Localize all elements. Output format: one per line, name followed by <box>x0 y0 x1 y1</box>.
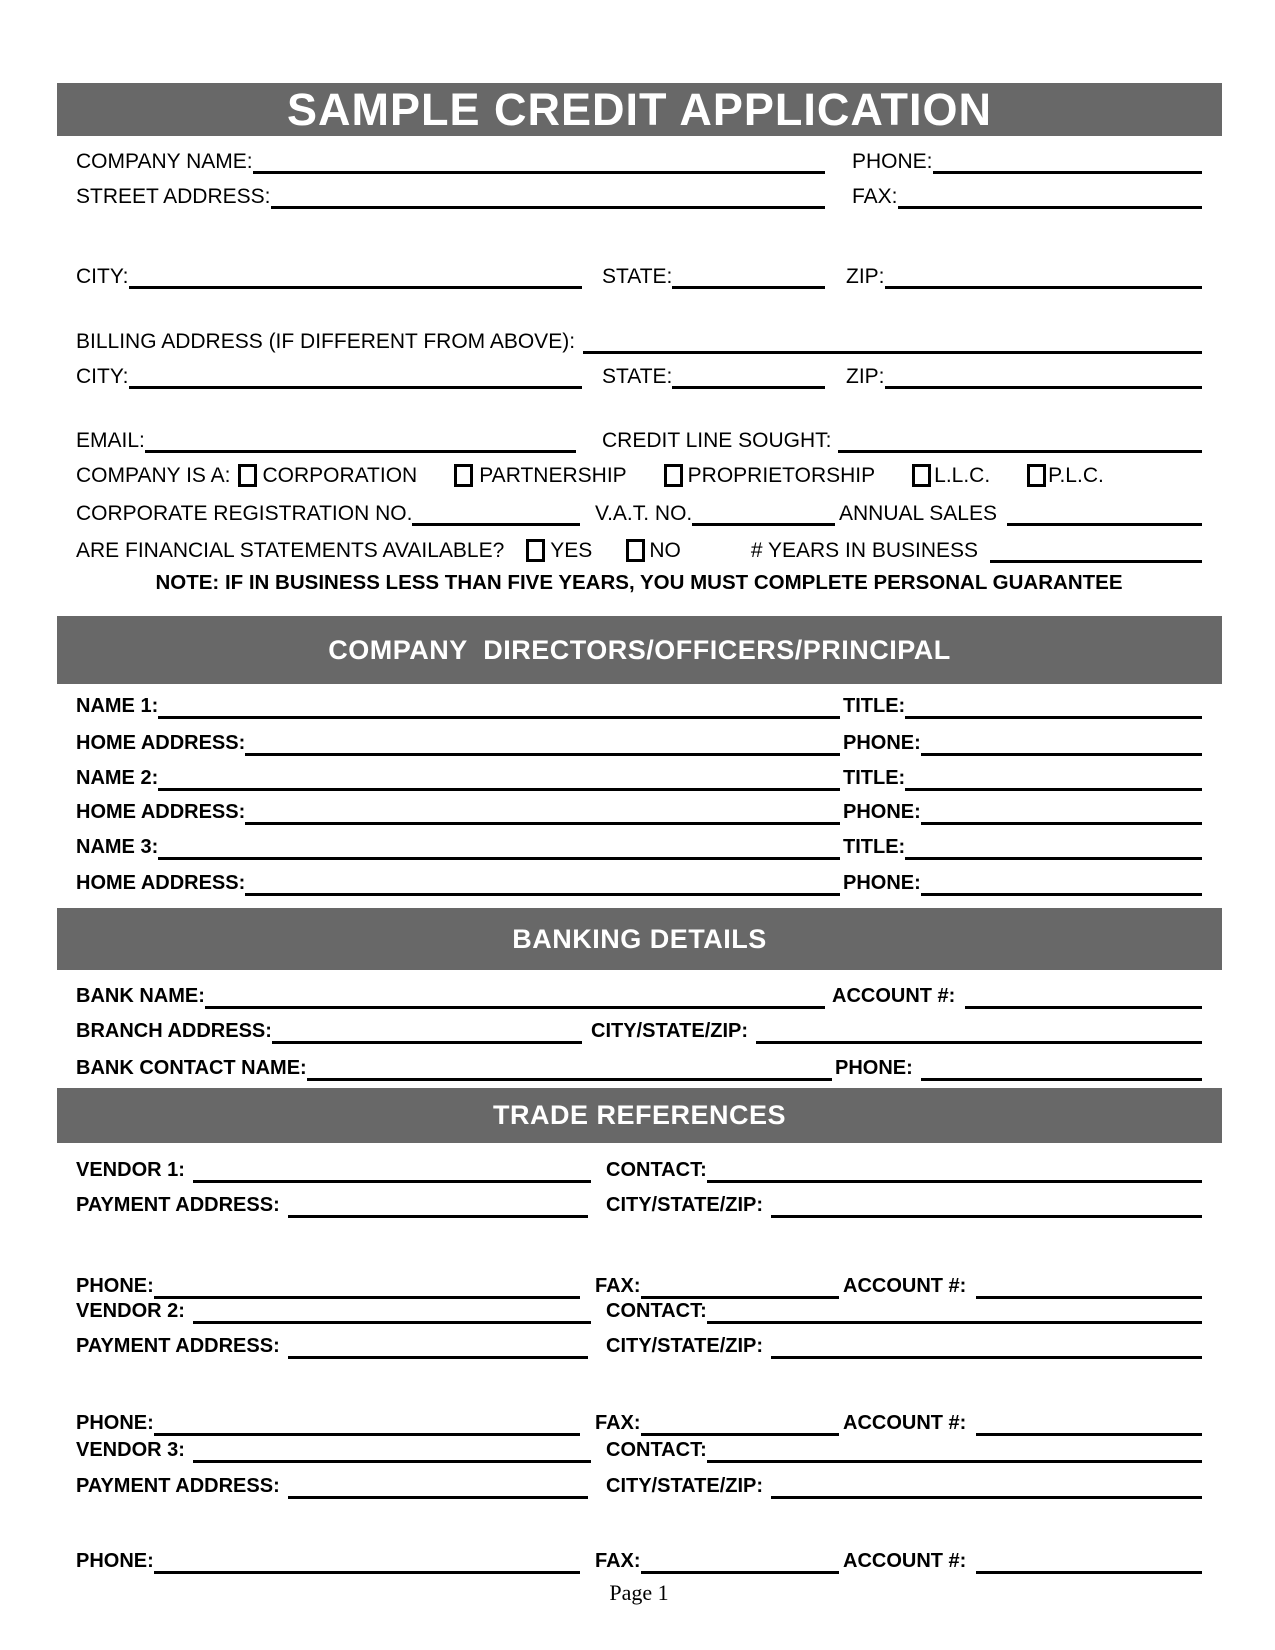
phone-label: PHONE: <box>852 150 933 173</box>
vendor-1-row <box>76 1155 1202 1183</box>
bank-name-field[interactable] <box>205 1005 825 1009</box>
director-1-address-row <box>76 728 1202 756</box>
vendor-3-fax-label: FAX: <box>595 1550 641 1572</box>
annual-sales-label: ANNUAL SALES <box>839 502 997 525</box>
director-3-name-field[interactable] <box>158 856 840 860</box>
vendor-1-payment-address-field[interactable] <box>288 1214 588 1218</box>
street-fax-row <box>76 181 1202 209</box>
vat-no-label: V.A.T. NO. <box>595 502 693 525</box>
company-name-field[interactable] <box>253 170 825 174</box>
director-3-title-field[interactable] <box>905 856 1202 860</box>
state-field[interactable] <box>672 285 825 289</box>
bank-phone-label: PHONE: <box>835 1057 913 1079</box>
financials-row <box>76 535 1202 563</box>
llc-label: L.L.C. <box>934 464 991 487</box>
director-2-phone-field[interactable] <box>921 821 1202 825</box>
bank-city-state-zip-field[interactable] <box>756 1040 1202 1044</box>
director-1-name-row <box>76 691 1202 719</box>
plc-label: P.L.C. <box>1048 464 1104 487</box>
billing-city-label: CITY: <box>76 365 129 388</box>
state-label: STATE: <box>602 265 673 288</box>
note-text: NOTE: IF IN BUSINESS LESS THAN FIVE YEARS, YOU MUST COMPLETE PERSONAL GUARANTEE <box>155 571 1123 594</box>
director-1-home-address-field[interactable] <box>245 752 840 756</box>
vendor-2-payment-address-field[interactable] <box>288 1355 588 1359</box>
vendor-3-contact-field[interactable] <box>707 1459 1202 1463</box>
vendor-1-name-field[interactable] <box>193 1179 591 1183</box>
proprietorship-label: PROPRIETORSHIP <box>687 464 876 487</box>
director-1-name-field[interactable] <box>158 715 840 719</box>
phone-field[interactable] <box>933 170 1202 174</box>
director-1-home-address-label: HOME ADDRESS: <box>76 732 246 754</box>
billing-city-state-zip-row <box>76 361 1202 389</box>
director-1-title-field[interactable] <box>905 715 1202 719</box>
director-2-title-label: TITLE: <box>843 767 906 789</box>
vendor-2-contact-field[interactable] <box>707 1320 1202 1324</box>
director-3-address-row <box>76 868 1202 896</box>
billing-address-row <box>76 326 1202 354</box>
bank-name-row <box>76 981 1202 1009</box>
zip-field[interactable] <box>885 285 1202 289</box>
vendor-1-account-field[interactable] <box>976 1295 1202 1299</box>
annual-sales-field[interactable] <box>1007 522 1202 526</box>
zip-label: ZIP: <box>846 265 885 288</box>
vendor-2-phone-row <box>76 1408 1202 1436</box>
corporation-checkbox[interactable] <box>238 464 257 487</box>
branch-address-row <box>76 1016 1202 1044</box>
corporation-label: CORPORATION <box>262 464 418 487</box>
bank-city-state-zip-label: CITY/STATE/ZIP: <box>591 1020 749 1042</box>
billing-zip-label: ZIP: <box>846 365 885 388</box>
vendor-3-fax-field[interactable] <box>641 1570 839 1574</box>
director-3-phone-label: PHONE: <box>843 872 921 894</box>
page-number: Page 1 <box>609 1580 669 1605</box>
bank-contact-name-field[interactable] <box>307 1077 832 1081</box>
vendor-3-phone-row <box>76 1546 1202 1574</box>
corporate-registration-no-label: CORPORATE REGISTRATION NO. <box>76 502 413 525</box>
vendor-3-account-label: ACCOUNT #: <box>843 1550 967 1572</box>
vendor-1-contact-label: CONTACT: <box>606 1159 707 1181</box>
vendor-1-fax-label: FAX: <box>595 1275 641 1297</box>
vendor-2-phone-field[interactable] <box>154 1432 580 1436</box>
vendor-3-account-field[interactable] <box>976 1570 1202 1574</box>
years-in-business-field[interactable] <box>990 559 1202 563</box>
director-2-home-address-field[interactable] <box>245 821 840 825</box>
bank-account-label: ACCOUNT #: <box>832 985 956 1007</box>
llc-checkbox[interactable] <box>912 464 931 487</box>
vendor-2-phone-label: PHONE: <box>76 1412 154 1434</box>
vendor-2-fax-label: FAX: <box>595 1412 641 1434</box>
company-is-a-label: COMPANY IS A: <box>76 464 231 487</box>
branch-address-field[interactable] <box>272 1040 582 1044</box>
vendor-3-city-state-zip-label: CITY/STATE/ZIP: <box>606 1475 764 1497</box>
financial-statements-label: ARE FINANCIAL STATEMENTS AVAILABLE? <box>76 539 505 562</box>
vendor-2-account-label: ACCOUNT #: <box>843 1412 967 1434</box>
page-title: SAMPLE CREDIT APPLICATION <box>286 83 992 135</box>
company-type-row <box>76 460 1202 488</box>
director-2-home-address-label: HOME ADDRESS: <box>76 801 246 823</box>
vendor-3-name-field[interactable] <box>193 1459 591 1463</box>
bank-phone-field[interactable] <box>921 1077 1202 1081</box>
street-address-field[interactable] <box>271 205 826 209</box>
email-field[interactable] <box>145 449 576 453</box>
banking-header-text: BANKING DETAILS <box>512 923 767 954</box>
registration-row <box>76 498 1202 526</box>
vendor-3-city-state-zip-field[interactable] <box>771 1495 1202 1499</box>
vendor-3-payment-address-label: PAYMENT ADDRESS: <box>76 1475 280 1497</box>
vendor-1-phone-row <box>76 1271 1202 1299</box>
vendor-2-contact-label: CONTACT: <box>606 1300 707 1322</box>
vendor-1-payment-row <box>76 1190 1202 1218</box>
email-credit-row <box>76 425 1202 453</box>
page-title-bar <box>57 83 1222 136</box>
director-3-name-label: NAME 3: <box>76 836 159 858</box>
credit-line-sought-label: CREDIT LINE SOUGHT: <box>602 429 832 452</box>
vendor-3-row <box>76 1435 1202 1463</box>
vendor-3-phone-field[interactable] <box>154 1570 580 1574</box>
bank-name-label: BANK NAME: <box>76 985 205 1007</box>
vat-no-field[interactable] <box>692 522 835 526</box>
director-2-name-row <box>76 763 1202 791</box>
billing-state-field[interactable] <box>672 385 825 389</box>
vendor-2-payment-row <box>76 1331 1202 1359</box>
city-state-zip-row <box>76 261 1202 289</box>
proprietorship-checkbox[interactable] <box>664 464 683 487</box>
vendor-2-payment-address-label: PAYMENT ADDRESS: <box>76 1335 280 1357</box>
fax-label: FAX: <box>852 185 898 208</box>
city-field[interactable] <box>129 285 582 289</box>
director-1-title-label: TITLE: <box>843 695 906 717</box>
director-2-name-label: NAME 2: <box>76 767 159 789</box>
bank-contact-name-label: BANK CONTACT NAME: <box>76 1057 307 1079</box>
email-label: EMAIL: <box>76 429 145 452</box>
financial-statements-no-checkbox[interactable] <box>626 539 645 562</box>
vendor-2-row <box>76 1296 1202 1324</box>
years-in-business-label: # YEARS IN BUSINESS <box>750 539 979 562</box>
vendor-3-phone-label: PHONE: <box>76 1550 154 1572</box>
vendor-3-payment-address-field[interactable] <box>288 1495 588 1499</box>
director-3-phone-field[interactable] <box>921 892 1202 896</box>
branch-address-label: BRANCH ADDRESS: <box>76 1020 272 1042</box>
billing-city-field[interactable] <box>129 385 582 389</box>
vendor-2-city-state-zip-label: CITY/STATE/ZIP: <box>606 1335 764 1357</box>
vendor-1-account-label: ACCOUNT #: <box>843 1275 967 1297</box>
director-3-name-row <box>76 832 1202 860</box>
section-header-banking <box>57 908 1222 970</box>
billing-zip-field[interactable] <box>885 385 1202 389</box>
yes-label: YES <box>550 539 593 562</box>
director-2-phone-label: PHONE: <box>843 801 921 823</box>
city-label: CITY: <box>76 265 129 288</box>
vendor-1-city-state-zip-field[interactable] <box>771 1214 1202 1218</box>
vendor-2-fax-field[interactable] <box>641 1432 839 1436</box>
vendor-2-label: VENDOR 2: <box>76 1300 185 1322</box>
trade-header-text: TRADE REFERENCES <box>492 1100 787 1130</box>
director-1-name-label: NAME 1: <box>76 695 159 717</box>
director-3-home-address-label: HOME ADDRESS: <box>76 872 246 894</box>
director-1-phone-field[interactable] <box>921 752 1202 756</box>
directors-header-text: COMPANY DIRECTORS/OFFICERS/PRINCIPAL <box>328 634 951 665</box>
vendor-2-name-field[interactable] <box>193 1320 591 1324</box>
billing-address-label: BILLING ADDRESS (IF DIFFERENT FROM ABOVE): <box>76 330 576 353</box>
partnership-checkbox[interactable] <box>454 464 473 487</box>
partnership-label: PARTNERSHIP <box>479 464 627 487</box>
billing-address-field[interactable] <box>583 350 1202 354</box>
vendor-2-city-state-zip-field[interactable] <box>771 1355 1202 1359</box>
company-phone-row <box>76 146 1202 174</box>
bank-contact-row <box>76 1053 1202 1081</box>
bank-account-field[interactable] <box>965 1005 1202 1009</box>
vendor-3-label: VENDOR 3: <box>76 1439 185 1461</box>
company-name-label: COMPANY NAME: <box>76 150 253 173</box>
vendor-1-city-state-zip-label: CITY/STATE/ZIP: <box>606 1194 764 1216</box>
vendor-3-contact-label: CONTACT: <box>606 1439 707 1461</box>
street-address-label: STREET ADDRESS: <box>76 185 271 208</box>
vendor-1-payment-address-label: PAYMENT ADDRESS: <box>76 1194 280 1216</box>
fax-field[interactable] <box>898 205 1202 209</box>
billing-state-label: STATE: <box>602 365 673 388</box>
section-header-directors <box>57 616 1222 684</box>
director-3-home-address-field[interactable] <box>245 892 840 896</box>
director-2-address-row <box>76 797 1202 825</box>
plc-checkbox[interactable] <box>1027 464 1046 487</box>
corporate-registration-no-field[interactable] <box>412 522 580 526</box>
director-1-phone-label: PHONE: <box>843 732 921 754</box>
no-label: NO <box>649 539 681 562</box>
director-3-title-label: TITLE: <box>843 836 906 858</box>
vendor-1-phone-label: PHONE: <box>76 1275 154 1297</box>
financial-statements-yes-checkbox[interactable] <box>526 539 545 562</box>
vendor-3-payment-row <box>76 1471 1202 1499</box>
director-2-name-field[interactable] <box>158 787 840 791</box>
credit-line-sought-field[interactable] <box>838 449 1202 453</box>
vendor-1-contact-field[interactable] <box>707 1179 1202 1183</box>
vendor-1-label: VENDOR 1: <box>76 1159 185 1181</box>
vendor-2-account-field[interactable] <box>976 1432 1202 1436</box>
section-header-trade <box>57 1088 1222 1143</box>
director-2-title-field[interactable] <box>905 787 1202 791</box>
